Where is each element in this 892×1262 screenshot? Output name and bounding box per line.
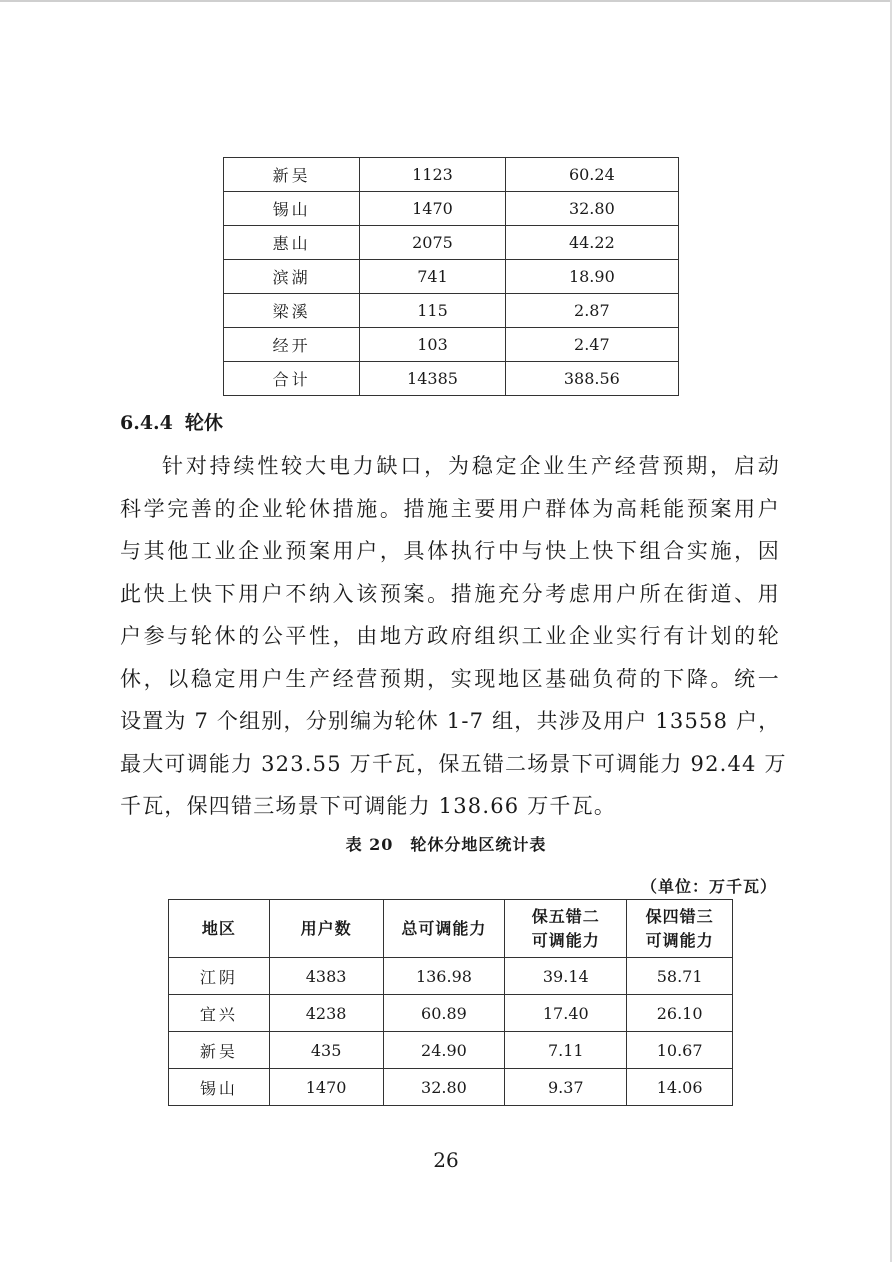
users-cell: 4238 bbox=[269, 995, 383, 1032]
body-paragraph bbox=[120, 445, 787, 828]
users-cell: 1470 bbox=[269, 1069, 383, 1106]
table-row bbox=[224, 260, 679, 294]
header-total-capacity: 总可调能力 bbox=[383, 900, 505, 958]
region-cell: 宜兴 bbox=[169, 995, 270, 1032]
total-cell: 60.89 bbox=[383, 995, 505, 1032]
paragraph-line: 最大可调能力 323.55 万千瓦，保五错二场景下可调能力 92.44 万 bbox=[120, 751, 787, 776]
header-b52-line2: 可调能力 bbox=[531, 930, 600, 950]
users-cell: 1123 bbox=[360, 158, 505, 192]
table-total-row bbox=[224, 362, 679, 396]
total-cell: 136.98 bbox=[383, 958, 505, 995]
header-b52-capacity bbox=[505, 900, 627, 958]
users-cell: 1470 bbox=[360, 192, 505, 226]
region-cell: 江阴 bbox=[169, 958, 270, 995]
table-row bbox=[224, 328, 679, 362]
users-cell: 14385 bbox=[360, 362, 505, 396]
page-number: 26 bbox=[433, 1148, 459, 1172]
region-cell: 滨湖 bbox=[224, 260, 360, 294]
header-region: 地区 bbox=[169, 900, 270, 958]
region-cell: 新吴 bbox=[169, 1032, 270, 1069]
region-cell: 梁溪 bbox=[224, 294, 360, 328]
region-cell: 锡山 bbox=[224, 192, 360, 226]
table-caption: 表 20 轮休分地区统计表 bbox=[345, 835, 547, 854]
paragraph-line: 休，以稳定用户生产经营预期，实现地区基础负荷的下降。统一 bbox=[120, 666, 780, 691]
users-cell: 741 bbox=[360, 260, 505, 294]
users-cell: 103 bbox=[360, 328, 505, 362]
paragraph-line: 设置为 7 个组别，分别编为轮休 1-7 组，共涉及用户 13558 户， bbox=[120, 709, 781, 733]
capacity-cell: 2.47 bbox=[505, 328, 678, 362]
region-cell: 新吴 bbox=[224, 158, 360, 192]
section-title: 轮休 bbox=[184, 412, 223, 434]
table-row bbox=[224, 294, 679, 328]
region-cell: 惠山 bbox=[224, 226, 360, 260]
top-border bbox=[0, 0, 892, 2]
b52-cell: 39.14 bbox=[505, 958, 627, 995]
header-b43-line1: 保四错三 bbox=[645, 906, 714, 926]
paragraph-line: 千瓦，保四错三场景下可调能力 138.66 万千瓦。 bbox=[120, 794, 617, 818]
table-row bbox=[169, 958, 733, 995]
total-cell: 24.90 bbox=[383, 1032, 505, 1069]
users-cell: 4383 bbox=[269, 958, 383, 995]
b52-cell: 7.11 bbox=[505, 1032, 627, 1069]
table-header-row bbox=[169, 900, 733, 958]
table-row bbox=[224, 192, 679, 226]
region-cell: 合计 bbox=[224, 362, 360, 396]
paragraph-line: 户参与轮休的公平性，由地方政府组织工业企业实行有计划的轮 bbox=[120, 624, 780, 648]
table-unit-note: （单位：万千瓦） bbox=[640, 877, 777, 896]
capacity-cell: 388.56 bbox=[505, 362, 678, 396]
header-b43-capacity bbox=[627, 900, 733, 958]
b43-cell: 14.06 bbox=[627, 1069, 733, 1106]
table-row bbox=[224, 158, 679, 192]
b43-cell: 10.67 bbox=[627, 1032, 733, 1069]
region-cell: 经开 bbox=[224, 328, 360, 362]
users-cell: 2075 bbox=[360, 226, 505, 260]
b52-cell: 17.40 bbox=[505, 995, 627, 1032]
b52-cell: 9.37 bbox=[505, 1069, 627, 1106]
paragraph-line: 与其他工业企业预案用户，具体执行中与快上快下组合实施，因 bbox=[120, 539, 780, 563]
table-row bbox=[169, 1069, 733, 1106]
capacity-cell: 18.90 bbox=[505, 260, 678, 294]
b43-cell: 58.71 bbox=[627, 958, 733, 995]
paragraph-line: 科学完善的企业轮休措施。措施主要用户群体为高耗能预案用户 bbox=[120, 496, 780, 521]
header-users: 用户数 bbox=[269, 900, 383, 958]
region-capacity-table-continued bbox=[223, 157, 679, 396]
header-b43-line2: 可调能力 bbox=[645, 930, 714, 950]
capacity-cell: 60.24 bbox=[505, 158, 678, 192]
users-cell: 115 bbox=[360, 294, 505, 328]
capacity-cell: 2.87 bbox=[505, 294, 678, 328]
total-cell: 32.80 bbox=[383, 1069, 505, 1106]
users-cell: 435 bbox=[269, 1032, 383, 1069]
region-cell: 锡山 bbox=[169, 1069, 270, 1106]
table-row bbox=[169, 1032, 733, 1069]
rotation-region-table bbox=[168, 899, 733, 1106]
capacity-cell: 32.80 bbox=[505, 192, 678, 226]
section-heading bbox=[120, 408, 223, 435]
paragraph-line: 针对持续性较大电力缺口，为稳定企业生产经营预期，启动 bbox=[162, 454, 780, 478]
b43-cell: 26.10 bbox=[627, 995, 733, 1032]
table-row bbox=[169, 995, 733, 1032]
paragraph-line: 此快上快下用户不纳入该预案。措施充分考虑用户所在街道、用 bbox=[120, 581, 780, 606]
section-number: 6.4.4 bbox=[120, 412, 173, 434]
table-row bbox=[224, 226, 679, 260]
header-b52-line1: 保五错二 bbox=[531, 906, 600, 926]
capacity-cell: 44.22 bbox=[505, 226, 678, 260]
